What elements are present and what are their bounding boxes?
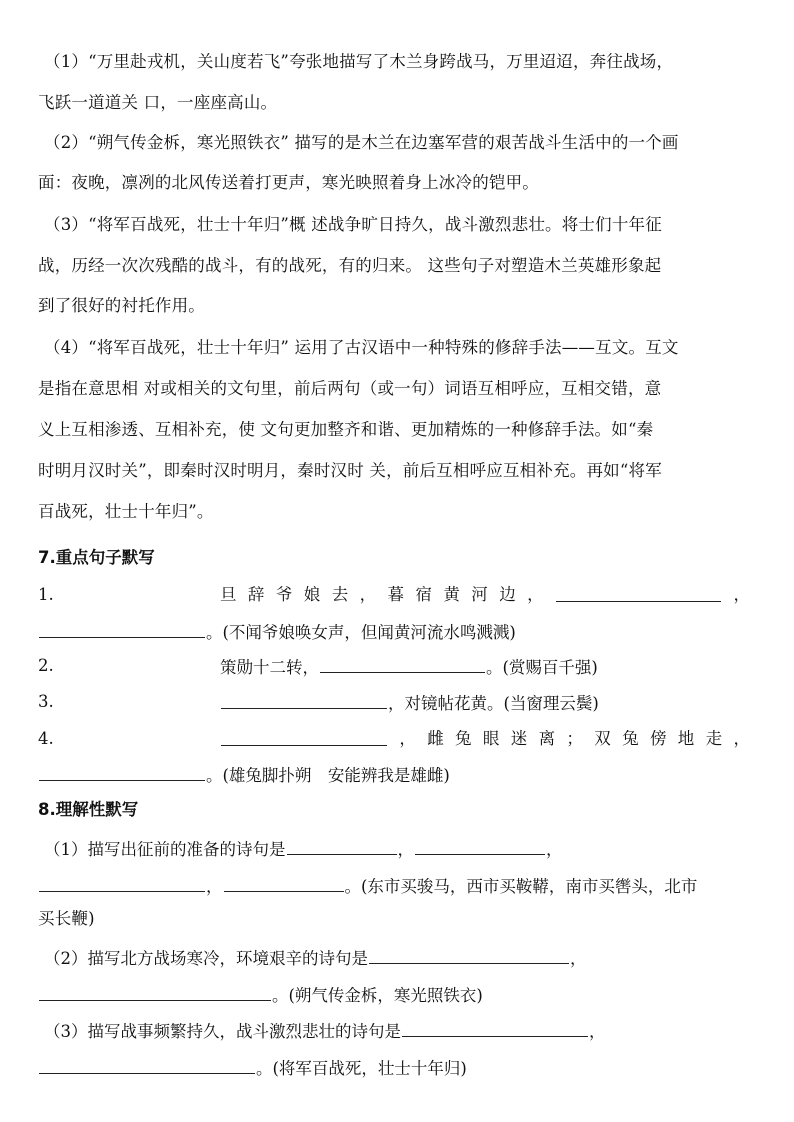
q3-answer: 。(将军百战死，壮士十年归) [256,1059,467,1078]
item2-text: 策勋十二转， [220,658,319,677]
item1-char: 河 [471,585,488,604]
item4-char: 走 [705,729,723,748]
item1-char: 黄 [443,585,460,604]
fill-blank[interactable] [556,585,721,602]
item2-answer: 。(赏赐百千强) [486,658,598,677]
q1-prompt: （1）描写出征前的准备的诗句是 [44,840,286,859]
q3-separator: ， [589,1022,606,1041]
item1-char: 娘 [303,585,321,604]
fill-blank[interactable] [369,947,569,964]
para3-line1: （3）“将军百战死，壮士十年归”概 述战争旷日持久，战斗激烈悲壮。将士们十年征 [44,215,662,234]
para4-line2: 是指在意思相 对或相关的文句里，前后两句（或一句）词语互相呼应，互相交错，意 [38,379,662,398]
item1-char: 爷 [275,585,293,604]
fill-blank[interactable] [39,621,205,638]
item1-char: ， [733,585,750,604]
fill-blank[interactable] [221,692,387,709]
item4-line [220,729,750,749]
item1-line2 [38,621,516,643]
q2-line2 [38,984,483,1006]
item1-char: 旦 [220,585,237,604]
section8-heading: 8.理解性默写 [38,800,139,819]
fill-blank[interactable] [39,984,271,1001]
fill-blank[interactable] [39,1057,255,1074]
fill-blank[interactable] [39,875,205,892]
fill-blank[interactable] [221,729,387,746]
item1-char: 宿 [415,585,432,604]
para4-line3: 义上互相渗透、互相补充，使 文句更加整齐和谐、更加精炼的一种修辞手法。如“秦 [38,420,654,439]
item4-char: 迷 [510,729,528,748]
item1-char: ， [527,585,544,604]
item4-char: ， [399,729,416,748]
q2-line1 [44,947,587,969]
q3-prompt: （3）描写战事频繁持久，战斗激烈悲壮的诗句是 [44,1022,401,1041]
item2-line [220,656,598,678]
item1-char: 边 [499,585,516,604]
fill-blank[interactable] [415,838,545,855]
q1-separator: ， [546,840,563,859]
para4-line1: （4）“将军百战死，壮士十年归” 运用了古汉语中一种特殊的修辞手法——互文。互文 [44,338,679,357]
item4-char: 地 [677,729,695,748]
fill-blank[interactable] [320,656,485,673]
item4-char: ， [733,729,750,748]
item1-line [220,585,750,605]
item1-char: ， [359,585,377,604]
q3-line1 [44,1020,606,1042]
item4-line2 [38,764,450,786]
q2-prompt: （2）描写北方战场寒冷，环境艰辛的诗句是 [44,949,368,968]
item4-char: 眼 [482,729,500,748]
q2-separator: ， [570,949,587,968]
para4-line4: 时明月汉时关”，即秦时汉时明月，秦时汉时 关，前后互相呼应互相补充。再如“将军 [38,461,662,480]
item1-answer: 。(不闻爷娘唤女声，但闻黄河流水鸣溅溅) [206,623,516,642]
item1-char: 暮 [387,585,405,604]
fill-blank[interactable] [39,764,205,781]
para2-line2: 面：夜晚，凛冽的北风传送着打更声，寒光映照着身上冰冷的铠甲。 [38,173,539,192]
item4-char: 兔 [455,729,472,748]
item4-char: ； [566,729,583,748]
fill-blank[interactable] [287,838,397,855]
item1-number: 1. [38,585,54,604]
item4-answer: 。(雄兔脚扑朔 安能辨我是雄雌) [206,766,450,785]
item3-text: ，对镜帖花黄。(当窗理云鬓) [388,694,599,713]
q1-line2 [38,875,697,897]
fill-blank[interactable] [402,1020,588,1037]
para3-line3: 到了很好的衬托作用。 [38,296,205,315]
para1-line2: 飞跃一道道关 口，一座座高山。 [38,93,278,112]
item4-char: 兔 [622,729,639,748]
item4-char: 傍 [649,729,667,748]
para1-line1: （1）“万里赴戎机，关山度若飞”夸张地描写了木兰身跨战马，万里迢迢，奔往战场， [44,52,674,71]
q1-separator: ， [206,877,223,896]
q2-answer: 。(朔气传金柝，寒光照铁衣) [272,986,483,1005]
q1-separator: ， [397,840,414,859]
section7-heading: 7.重点句子默写 [38,548,155,567]
para2-line1: （2）“朔气传金柝，寒光照铁衣” 描写的是木兰在边塞军营的艰苦战斗生活中的一个画 [44,133,679,152]
item4-number: 4. [38,729,54,748]
q1-line3: 买长鞭) [38,909,95,928]
item3-number: 3. [38,692,54,711]
para4-line5: 百战死，壮士十年归”。 [38,502,214,521]
item1-char: 去 [331,585,349,604]
item2-number: 2. [38,656,54,675]
item4-char: 雌 [427,729,444,748]
item1-char: 辞 [247,585,265,604]
item4-char: 离 [538,729,556,748]
item4-char: 双 [594,729,611,748]
q3-line2 [38,1057,467,1079]
fill-blank[interactable] [224,875,344,892]
q1-answer: 。(东市买骏马，西市买鞍鞯，南市买辔头，北市 [344,877,698,896]
para3-line2: 战，历经一次次残酷的战斗，有的战死，有的归来。 这些句子对塑造木兰英雄形象起 [38,256,662,275]
item3-line [220,692,599,714]
q1-line1 [44,838,563,860]
